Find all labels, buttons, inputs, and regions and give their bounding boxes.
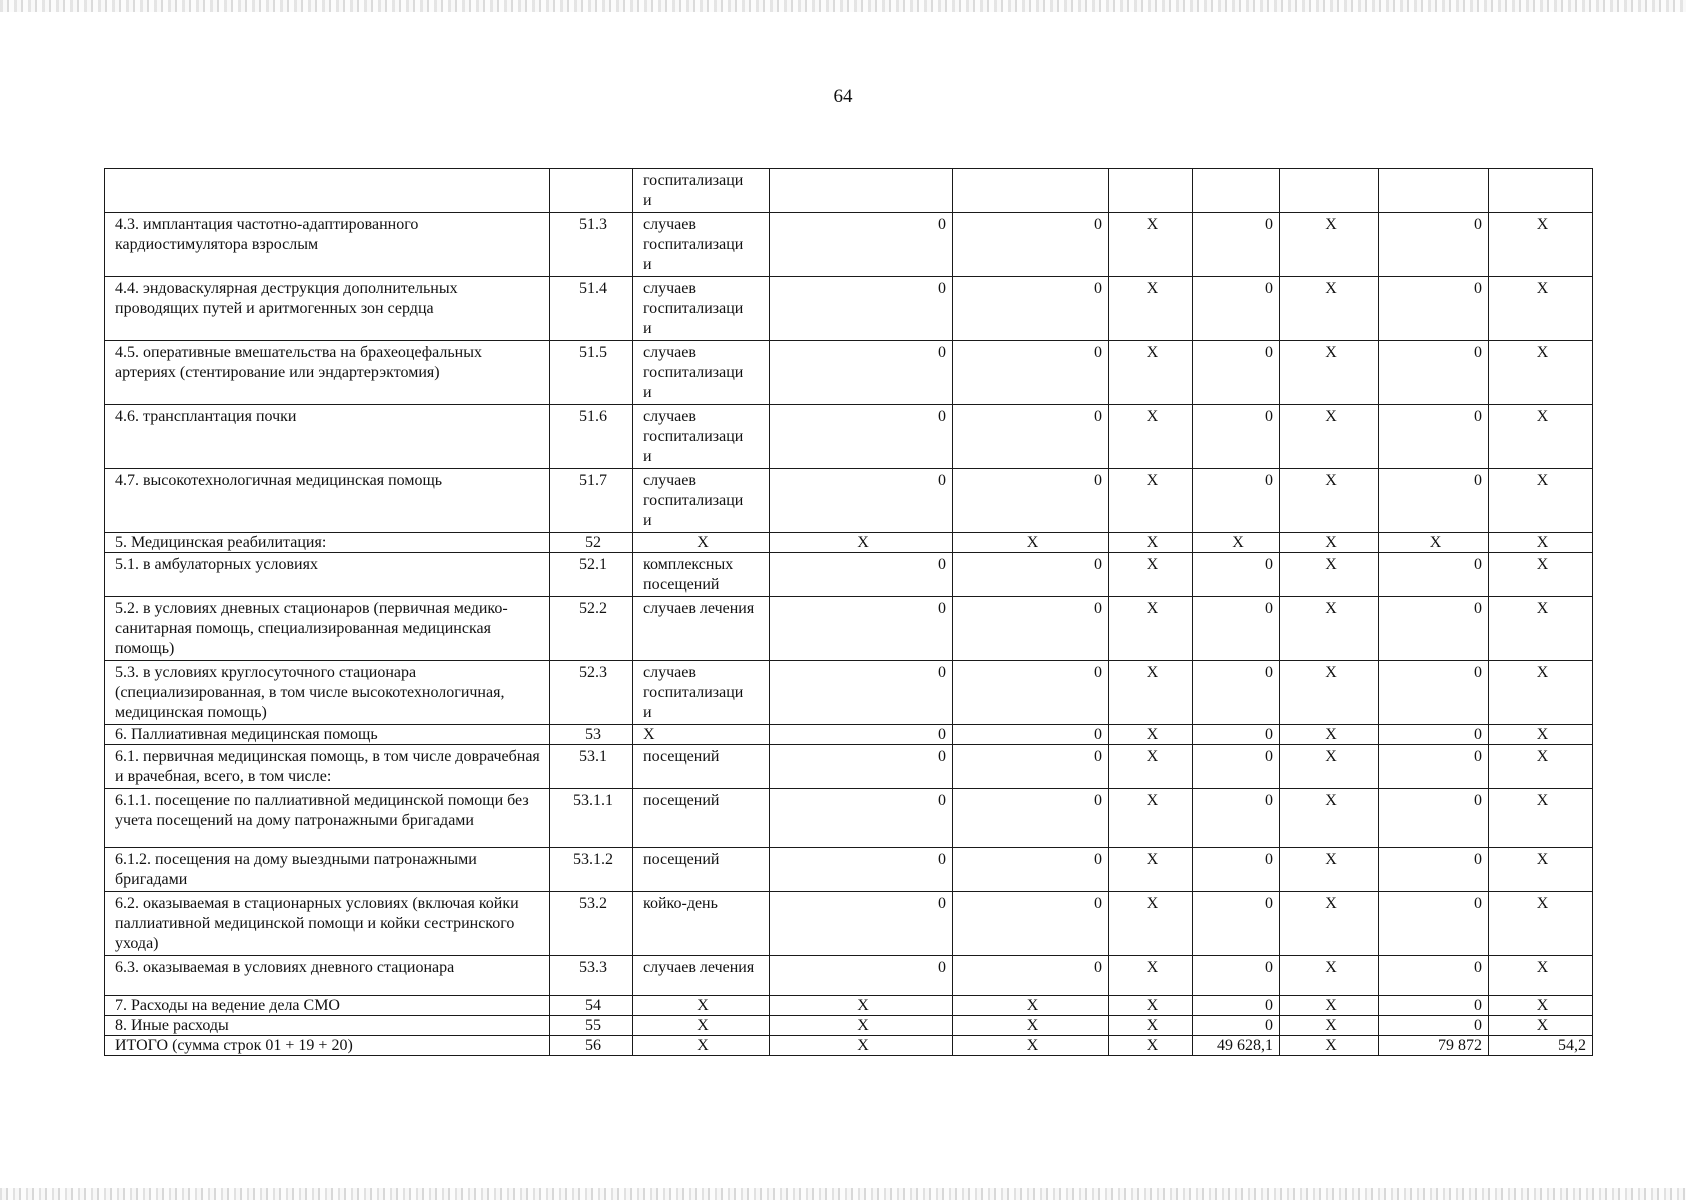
row-unit-cell: X [633, 1036, 770, 1056]
scan-edge-bottom [0, 1188, 1686, 1200]
value-cell: 0 [953, 469, 1109, 533]
value-cell: 0 [1379, 956, 1489, 996]
budget-table [104, 168, 1593, 1056]
row-unit-cell: X [633, 725, 770, 745]
value-cell: 0 [953, 277, 1109, 341]
value-cell: 0 [953, 213, 1109, 277]
value-cell: 0 [1193, 1016, 1280, 1036]
table-row [105, 469, 1593, 533]
value-cell: X [770, 1016, 953, 1036]
row-name-cell: 6.1. первичная медицинская помощь, в том числе доврачебная и врачебная, всего, в том числе: [105, 745, 550, 789]
value-cell: 0 [770, 553, 953, 597]
value-cell: X [1489, 725, 1593, 745]
row-name-cell: 5.2. в условиях дневных стационаров (первичная медико-санитарная помощь, специализированная медицинская помощь) [105, 597, 550, 661]
value-cell: X [1280, 341, 1379, 405]
value-cell: 0 [953, 848, 1109, 892]
value-cell: X [770, 996, 953, 1016]
value-cell: X [1489, 277, 1593, 341]
row-code-cell: 53.1.1 [550, 789, 633, 848]
value-cell: 0 [1193, 597, 1280, 661]
value-cell: 0 [770, 405, 953, 469]
row-name-cell: 4.7. высокотехнологичная медицинская помощь [105, 469, 550, 533]
row-unit-cell: случаев госпитализаци и [633, 405, 770, 469]
value-cell: 0 [1379, 597, 1489, 661]
value-cell: 0 [770, 277, 953, 341]
value-cell: X [1109, 469, 1193, 533]
value-cell: X [1109, 533, 1193, 553]
value-cell: X [953, 533, 1109, 553]
value-cell: 0 [953, 553, 1109, 597]
value-cell: 0 [1379, 661, 1489, 725]
value-cell: X [1489, 553, 1593, 597]
value-cell: 0 [1193, 405, 1280, 469]
value-cell: X [1109, 661, 1193, 725]
value-cell: X [1109, 725, 1193, 745]
table-row [105, 405, 1593, 469]
value-cell: 0 [1193, 848, 1280, 892]
value-cell [1489, 169, 1593, 213]
value-cell: 0 [770, 661, 953, 725]
value-cell: X [1489, 996, 1593, 1016]
value-cell: 0 [1379, 469, 1489, 533]
value-cell: X [1280, 405, 1379, 469]
value-cell: X [1489, 892, 1593, 956]
value-cell: X [1489, 1016, 1593, 1036]
table-row [105, 1036, 1593, 1056]
row-code-cell: 55 [550, 1016, 633, 1036]
value-cell: X [1489, 469, 1593, 533]
row-name-cell: 5. Медицинская реабилитация: [105, 533, 550, 553]
value-cell: 54,2 [1489, 1036, 1593, 1056]
row-name-cell: 5.3. в условиях круглосуточного стационара (специализированная, в том числе высокотехнологичная, медицинская помощь) [105, 661, 550, 725]
value-cell: 0 [953, 405, 1109, 469]
value-cell [770, 169, 953, 213]
value-cell [1109, 169, 1193, 213]
table-row [105, 745, 1593, 789]
row-code-cell [550, 169, 633, 213]
value-cell: X [1489, 405, 1593, 469]
value-cell: 49 628,1 [1193, 1036, 1280, 1056]
value-cell: X [770, 533, 953, 553]
row-name-cell: 4.6. трансплантация почки [105, 405, 550, 469]
value-cell: X [1109, 1036, 1193, 1056]
value-cell [1193, 169, 1280, 213]
value-cell: X [1280, 996, 1379, 1016]
value-cell: 0 [1193, 553, 1280, 597]
row-name-cell: 5.1. в амбулаторных условиях [105, 553, 550, 597]
value-cell: X [1280, 1016, 1379, 1036]
value-cell: 0 [953, 661, 1109, 725]
table-row [105, 956, 1593, 996]
table-row [105, 789, 1593, 848]
value-cell [1280, 169, 1379, 213]
row-name-cell: 6.1.2. посещения на дому выездными патронажными бригадами [105, 848, 550, 892]
value-cell: X [1280, 1036, 1379, 1056]
value-cell: X [1489, 956, 1593, 996]
value-cell: X [953, 1016, 1109, 1036]
table-row [105, 341, 1593, 405]
value-cell: 0 [1193, 996, 1280, 1016]
value-cell: X [1109, 1016, 1193, 1036]
row-code-cell: 53.1.2 [550, 848, 633, 892]
value-cell [953, 169, 1109, 213]
value-cell: 0 [770, 848, 953, 892]
value-cell: X [1280, 789, 1379, 848]
value-cell: X [1280, 533, 1379, 553]
value-cell [1379, 169, 1489, 213]
value-cell: X [1489, 213, 1593, 277]
row-code-cell: 53.3 [550, 956, 633, 996]
page-number: 64 [833, 86, 853, 107]
value-cell: 0 [1379, 725, 1489, 745]
table-row [105, 553, 1593, 597]
table-body [105, 169, 1593, 1056]
row-code-cell: 52 [550, 533, 633, 553]
value-cell: X [1280, 745, 1379, 789]
row-unit-cell: случаев лечения [633, 956, 770, 996]
row-name-cell: 6.3. оказываемая в условиях дневного стационара [105, 956, 550, 996]
value-cell: X [1109, 277, 1193, 341]
value-cell: X [1489, 789, 1593, 848]
row-unit-cell: посещений [633, 848, 770, 892]
row-code-cell: 53 [550, 725, 633, 745]
value-cell: 0 [1379, 277, 1489, 341]
value-cell: 0 [953, 956, 1109, 996]
value-cell: 0 [953, 789, 1109, 848]
value-cell: X [1109, 405, 1193, 469]
value-cell: X [1280, 277, 1379, 341]
value-cell: X [1109, 956, 1193, 996]
value-cell: 0 [953, 597, 1109, 661]
value-cell: 0 [1193, 469, 1280, 533]
value-cell: 0 [1379, 553, 1489, 597]
row-name-cell: 6.2. оказываемая в стационарных условиях (включая койки паллиативной медицинской помощи и койки сестринского ухода) [105, 892, 550, 956]
value-cell: 0 [1193, 892, 1280, 956]
value-cell: 0 [1193, 213, 1280, 277]
row-name-cell: 6.1.1. посещение по паллиативной медицинской помощи без учета посещений на дому патронажными бригадами [105, 789, 550, 848]
value-cell: 0 [770, 789, 953, 848]
row-code-cell: 51.4 [550, 277, 633, 341]
value-cell: X [1109, 341, 1193, 405]
value-cell: X [1489, 597, 1593, 661]
row-unit-cell: посещений [633, 745, 770, 789]
value-cell: 0 [1379, 996, 1489, 1016]
value-cell: 0 [953, 725, 1109, 745]
table-row [105, 277, 1593, 341]
value-cell: 79 872 [1379, 1036, 1489, 1056]
value-cell: 0 [770, 469, 953, 533]
value-cell: X [1489, 533, 1593, 553]
row-code-cell: 52.3 [550, 661, 633, 725]
row-code-cell: 53.1 [550, 745, 633, 789]
row-code-cell: 51.7 [550, 469, 633, 533]
table-row [105, 533, 1593, 553]
row-unit-cell: случаев госпитализаци и [633, 341, 770, 405]
table-row [105, 725, 1593, 745]
value-cell: X [770, 1036, 953, 1056]
value-cell: X [1109, 892, 1193, 956]
value-cell: 0 [1379, 789, 1489, 848]
value-cell: X [1280, 725, 1379, 745]
value-cell: X [1379, 533, 1489, 553]
value-cell: 0 [953, 892, 1109, 956]
value-cell: 0 [1193, 661, 1280, 725]
row-unit-cell: случаев лечения [633, 597, 770, 661]
row-unit-cell: госпитализаци и [633, 169, 770, 213]
table-row [105, 996, 1593, 1016]
value-cell: 0 [770, 341, 953, 405]
value-cell: 0 [1193, 956, 1280, 996]
row-unit-cell: X [633, 1016, 770, 1036]
table-row [105, 597, 1593, 661]
value-cell: X [1489, 661, 1593, 725]
value-cell: 0 [1379, 892, 1489, 956]
table-row [105, 661, 1593, 725]
value-cell: X [1109, 597, 1193, 661]
row-name-cell [105, 169, 550, 213]
row-name-cell: ИТОГО (сумма строк 01 + 19 + 20) [105, 1036, 550, 1056]
table-row [105, 892, 1593, 956]
row-unit-cell: случаев госпитализаци и [633, 661, 770, 725]
value-cell: 0 [1193, 789, 1280, 848]
row-code-cell: 51.3 [550, 213, 633, 277]
row-name-cell: 6. Паллиативная медицинская помощь [105, 725, 550, 745]
row-code-cell: 51.6 [550, 405, 633, 469]
row-name-cell: 8. Иные расходы [105, 1016, 550, 1036]
row-unit-cell: случаев госпитализаци и [633, 213, 770, 277]
value-cell: 0 [1379, 341, 1489, 405]
value-cell: X [1280, 956, 1379, 996]
value-cell: X [1109, 213, 1193, 277]
value-cell: X [1280, 848, 1379, 892]
value-cell: X [1489, 341, 1593, 405]
value-cell: 0 [953, 341, 1109, 405]
row-unit-cell: X [633, 996, 770, 1016]
value-cell: 0 [1379, 745, 1489, 789]
value-cell: X [1280, 597, 1379, 661]
value-cell: X [1280, 892, 1379, 956]
value-cell: 0 [953, 745, 1109, 789]
value-cell: X [953, 1036, 1109, 1056]
value-cell: 0 [770, 597, 953, 661]
row-name-cell: 7. Расходы на ведение дела СМО [105, 996, 550, 1016]
value-cell: X [1280, 661, 1379, 725]
row-unit-cell: случаев госпитализаци и [633, 277, 770, 341]
value-cell: 0 [770, 745, 953, 789]
value-cell: X [1109, 848, 1193, 892]
table-row [105, 169, 1593, 213]
value-cell: X [1109, 996, 1193, 1016]
row-code-cell: 52.1 [550, 553, 633, 597]
value-cell: 0 [1193, 341, 1280, 405]
scan-edge-top [0, 0, 1686, 12]
value-cell: 0 [770, 725, 953, 745]
row-unit-cell: койко-день [633, 892, 770, 956]
row-code-cell: 56 [550, 1036, 633, 1056]
value-cell: X [1109, 745, 1193, 789]
table-row [105, 848, 1593, 892]
value-cell: 0 [1379, 1016, 1489, 1036]
value-cell: X [1489, 745, 1593, 789]
value-cell: X [953, 996, 1109, 1016]
row-name-cell: 4.5. оперативные вмешательства на брахеоцефальных артериях (стентирование или эндартерэктомия) [105, 341, 550, 405]
row-unit-cell: комплексных посещений [633, 553, 770, 597]
value-cell: 0 [770, 892, 953, 956]
value-cell: X [1280, 213, 1379, 277]
value-cell: X [1280, 469, 1379, 533]
row-unit-cell: посещений [633, 789, 770, 848]
row-unit-cell: X [633, 533, 770, 553]
row-code-cell: 52.2 [550, 597, 633, 661]
value-cell: 0 [1379, 213, 1489, 277]
value-cell: 0 [770, 956, 953, 996]
value-cell: 0 [1193, 277, 1280, 341]
row-unit-cell: случаев госпитализаци и [633, 469, 770, 533]
row-code-cell: 51.5 [550, 341, 633, 405]
value-cell: 0 [1379, 405, 1489, 469]
value-cell: 0 [1193, 745, 1280, 789]
value-cell: X [1280, 553, 1379, 597]
value-cell: X [1109, 789, 1193, 848]
value-cell: 0 [770, 213, 953, 277]
value-cell: 0 [1379, 848, 1489, 892]
row-name-cell: 4.4. эндоваскулярная деструкция дополнительных проводящих путей и аритмогенных зон сердца [105, 277, 550, 341]
row-name-cell: 4.3. имплантация частотно-адаптированного кардиостимулятора взрослым [105, 213, 550, 277]
value-cell: X [1489, 848, 1593, 892]
row-code-cell: 54 [550, 996, 633, 1016]
row-code-cell: 53.2 [550, 892, 633, 956]
table-row [105, 1016, 1593, 1036]
value-cell: X [1193, 533, 1280, 553]
value-cell: X [1109, 553, 1193, 597]
table-row [105, 213, 1593, 277]
value-cell: 0 [1193, 725, 1280, 745]
